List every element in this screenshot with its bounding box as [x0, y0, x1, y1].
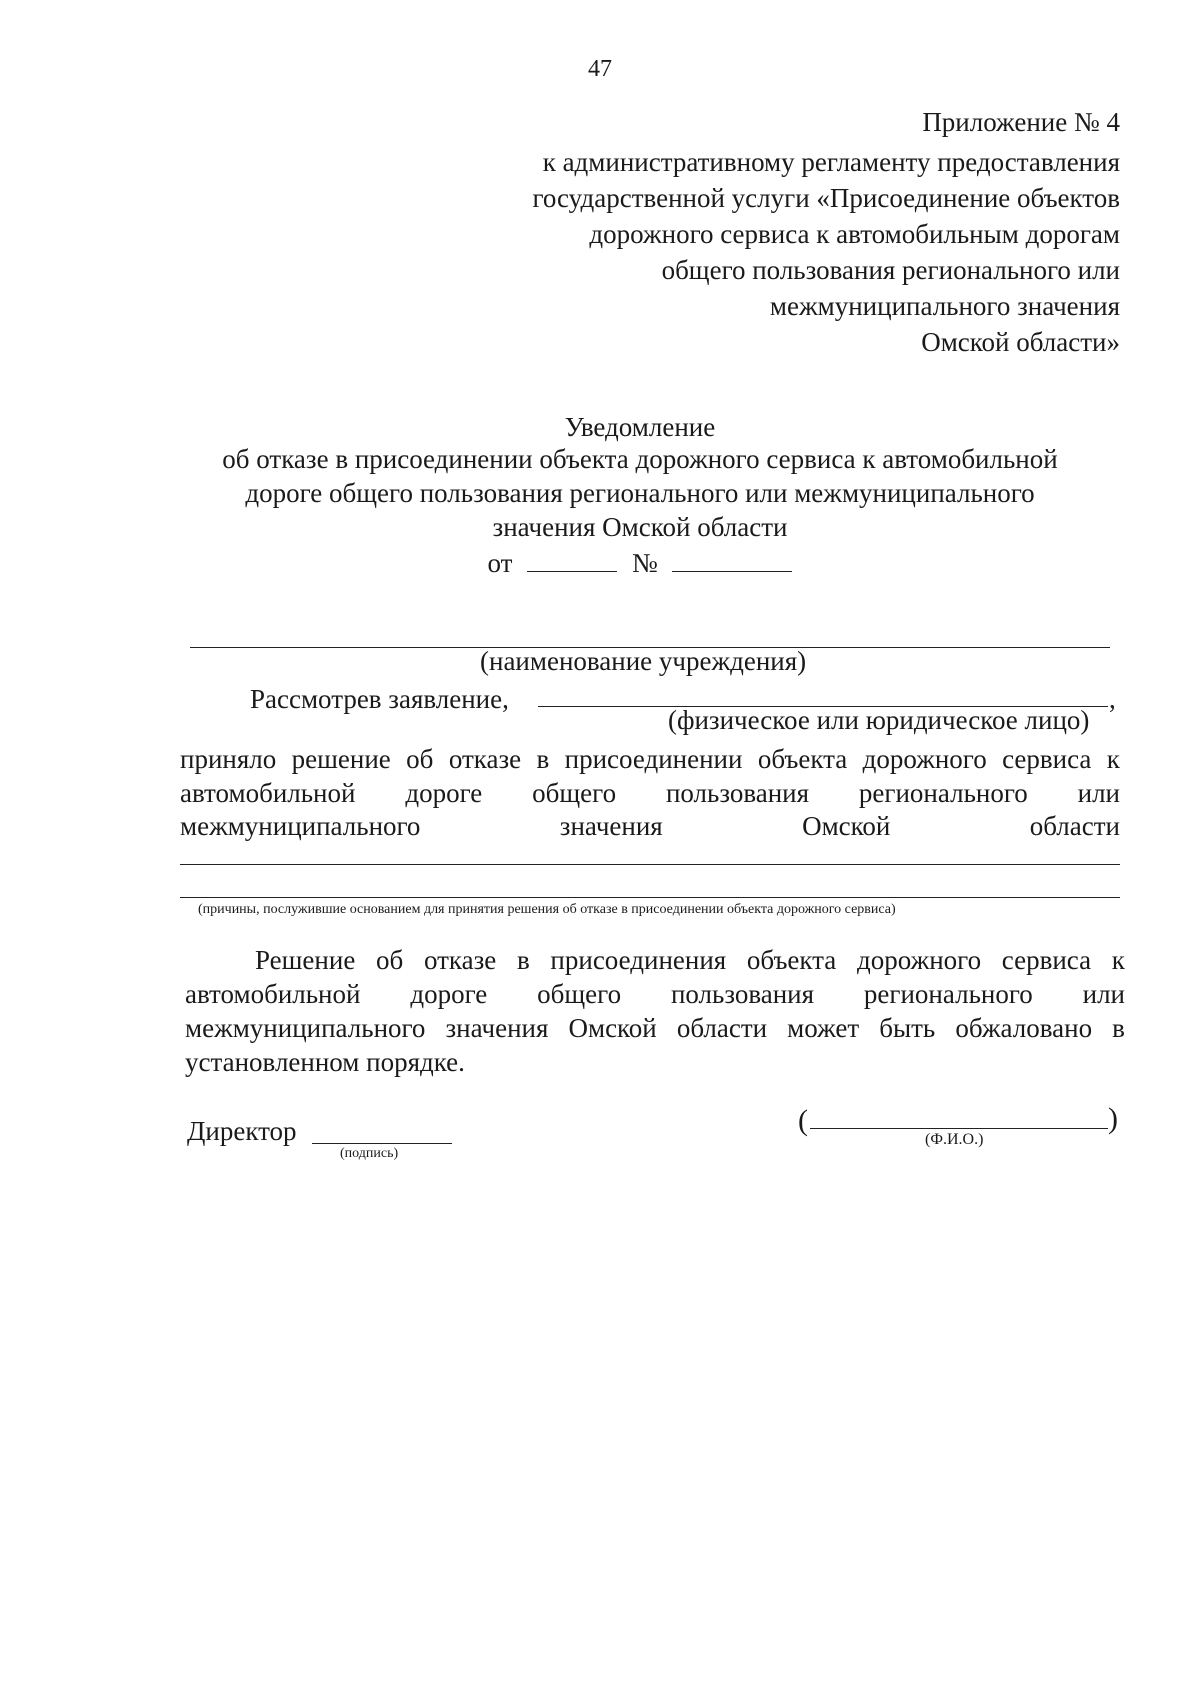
word: дорожного [857, 945, 982, 975]
word: области [1029, 811, 1120, 841]
reasons-field-line[interactable] [180, 897, 1120, 898]
decision-line [180, 743, 1120, 776]
signature-caption: (подпись) [340, 1146, 399, 1161]
word: дороге [405, 778, 483, 808]
application-comma: , [1109, 684, 1116, 714]
word: области [676, 1013, 768, 1043]
applicant-caption: (физическое или юридическое лицо) [668, 705, 1090, 735]
word: сервиса [1002, 744, 1092, 774]
word: автомобильной [180, 778, 356, 808]
notice-subject-line: дороге общего пользования регионального или межмуниципального [245, 478, 1035, 508]
number-field[interactable] [672, 549, 792, 572]
appeal-last-line: установленном порядке. [185, 1047, 465, 1077]
notice-subject [40, 442, 1200, 544]
notice-subject-line: об отказе в присоединении объекта дорожного сервиса к автомобильной [222, 444, 1058, 474]
word: межмуниципального [180, 811, 421, 841]
page-number: 47 [588, 56, 612, 82]
appendix-line: общего пользования регионального или [661, 255, 1120, 285]
signature-field[interactable] [312, 1143, 452, 1144]
word: межмуниципального [185, 1013, 426, 1043]
institution-caption: (наименование учреждения) [480, 646, 807, 676]
appendix-description [532, 144, 1120, 360]
number-sign: № [631, 548, 658, 578]
word: сервиса [1001, 945, 1092, 975]
word: дорожного [862, 744, 987, 774]
word: об [406, 744, 434, 774]
word: общего [532, 778, 617, 808]
word: объекта [746, 945, 837, 975]
application-label: Рассмотрев заявление, [250, 684, 509, 714]
word: значения [445, 1013, 549, 1043]
appendix-line: дорожного сервиса к автомобильным дорогам [589, 219, 1120, 249]
decision-line [180, 777, 1120, 810]
word: может [787, 1013, 860, 1043]
word: обжаловано [955, 1013, 1093, 1043]
decision-line [180, 810, 1120, 843]
name-close-paren: ) [1108, 1102, 1118, 1135]
word: регионального [858, 778, 1028, 808]
word: приняло [180, 744, 277, 774]
notice-subject-line: значения Омской области [492, 512, 788, 542]
word: пользования [665, 778, 810, 808]
appeal-line [185, 978, 1125, 1011]
word: решение [291, 744, 391, 774]
word: быть [879, 1013, 936, 1043]
word: об [376, 945, 404, 975]
word: в [1112, 1013, 1125, 1043]
signatory-role: Директор [187, 1116, 297, 1146]
appendix-line: Омской области» [921, 327, 1120, 357]
word: автомобильной [185, 979, 361, 1009]
appeal-line [255, 944, 1125, 977]
reasons-field-line[interactable] [180, 864, 1120, 865]
word: общего [537, 979, 622, 1009]
word: дороге [410, 979, 488, 1009]
word: Омской [568, 1013, 657, 1043]
word: отказе [448, 744, 522, 774]
appendix-line: межмуниципального значения [769, 291, 1120, 321]
reasons-caption: (причины, послужившие основанием для принятия решения об отказе в присоединении объекта дорожного сервиса) [198, 902, 896, 917]
date-field[interactable] [527, 549, 617, 572]
word: присоединении [564, 744, 743, 774]
name-open-paren: ( [798, 1104, 808, 1137]
appeal-line [185, 1012, 1125, 1045]
word: отказе [423, 945, 497, 975]
word: в [536, 744, 550, 774]
notice-title: Уведомление [564, 412, 716, 442]
date-prefix: от [487, 548, 513, 578]
word: пользования [670, 979, 815, 1009]
word: объекта [757, 744, 848, 774]
word: или [1077, 778, 1120, 808]
appendix-line: к административному регламенту предоставления [542, 147, 1120, 177]
word: в [516, 945, 530, 975]
word: Омской [802, 811, 891, 841]
notice-date-row [40, 548, 1200, 579]
appendix-line: государственной услуги «Присоединение объектов [532, 183, 1120, 213]
name-caption: (Ф.И.О.) [925, 1131, 984, 1148]
word: к [1106, 744, 1120, 774]
appendix-title: Приложение № 4 [922, 107, 1120, 137]
word: регионального [863, 979, 1033, 1009]
word: значения [559, 811, 663, 841]
word: Решение [255, 945, 356, 975]
word: к [1111, 945, 1125, 975]
word: или [1082, 979, 1125, 1009]
name-field[interactable] [810, 1128, 1108, 1129]
word: присоединения [550, 945, 727, 975]
